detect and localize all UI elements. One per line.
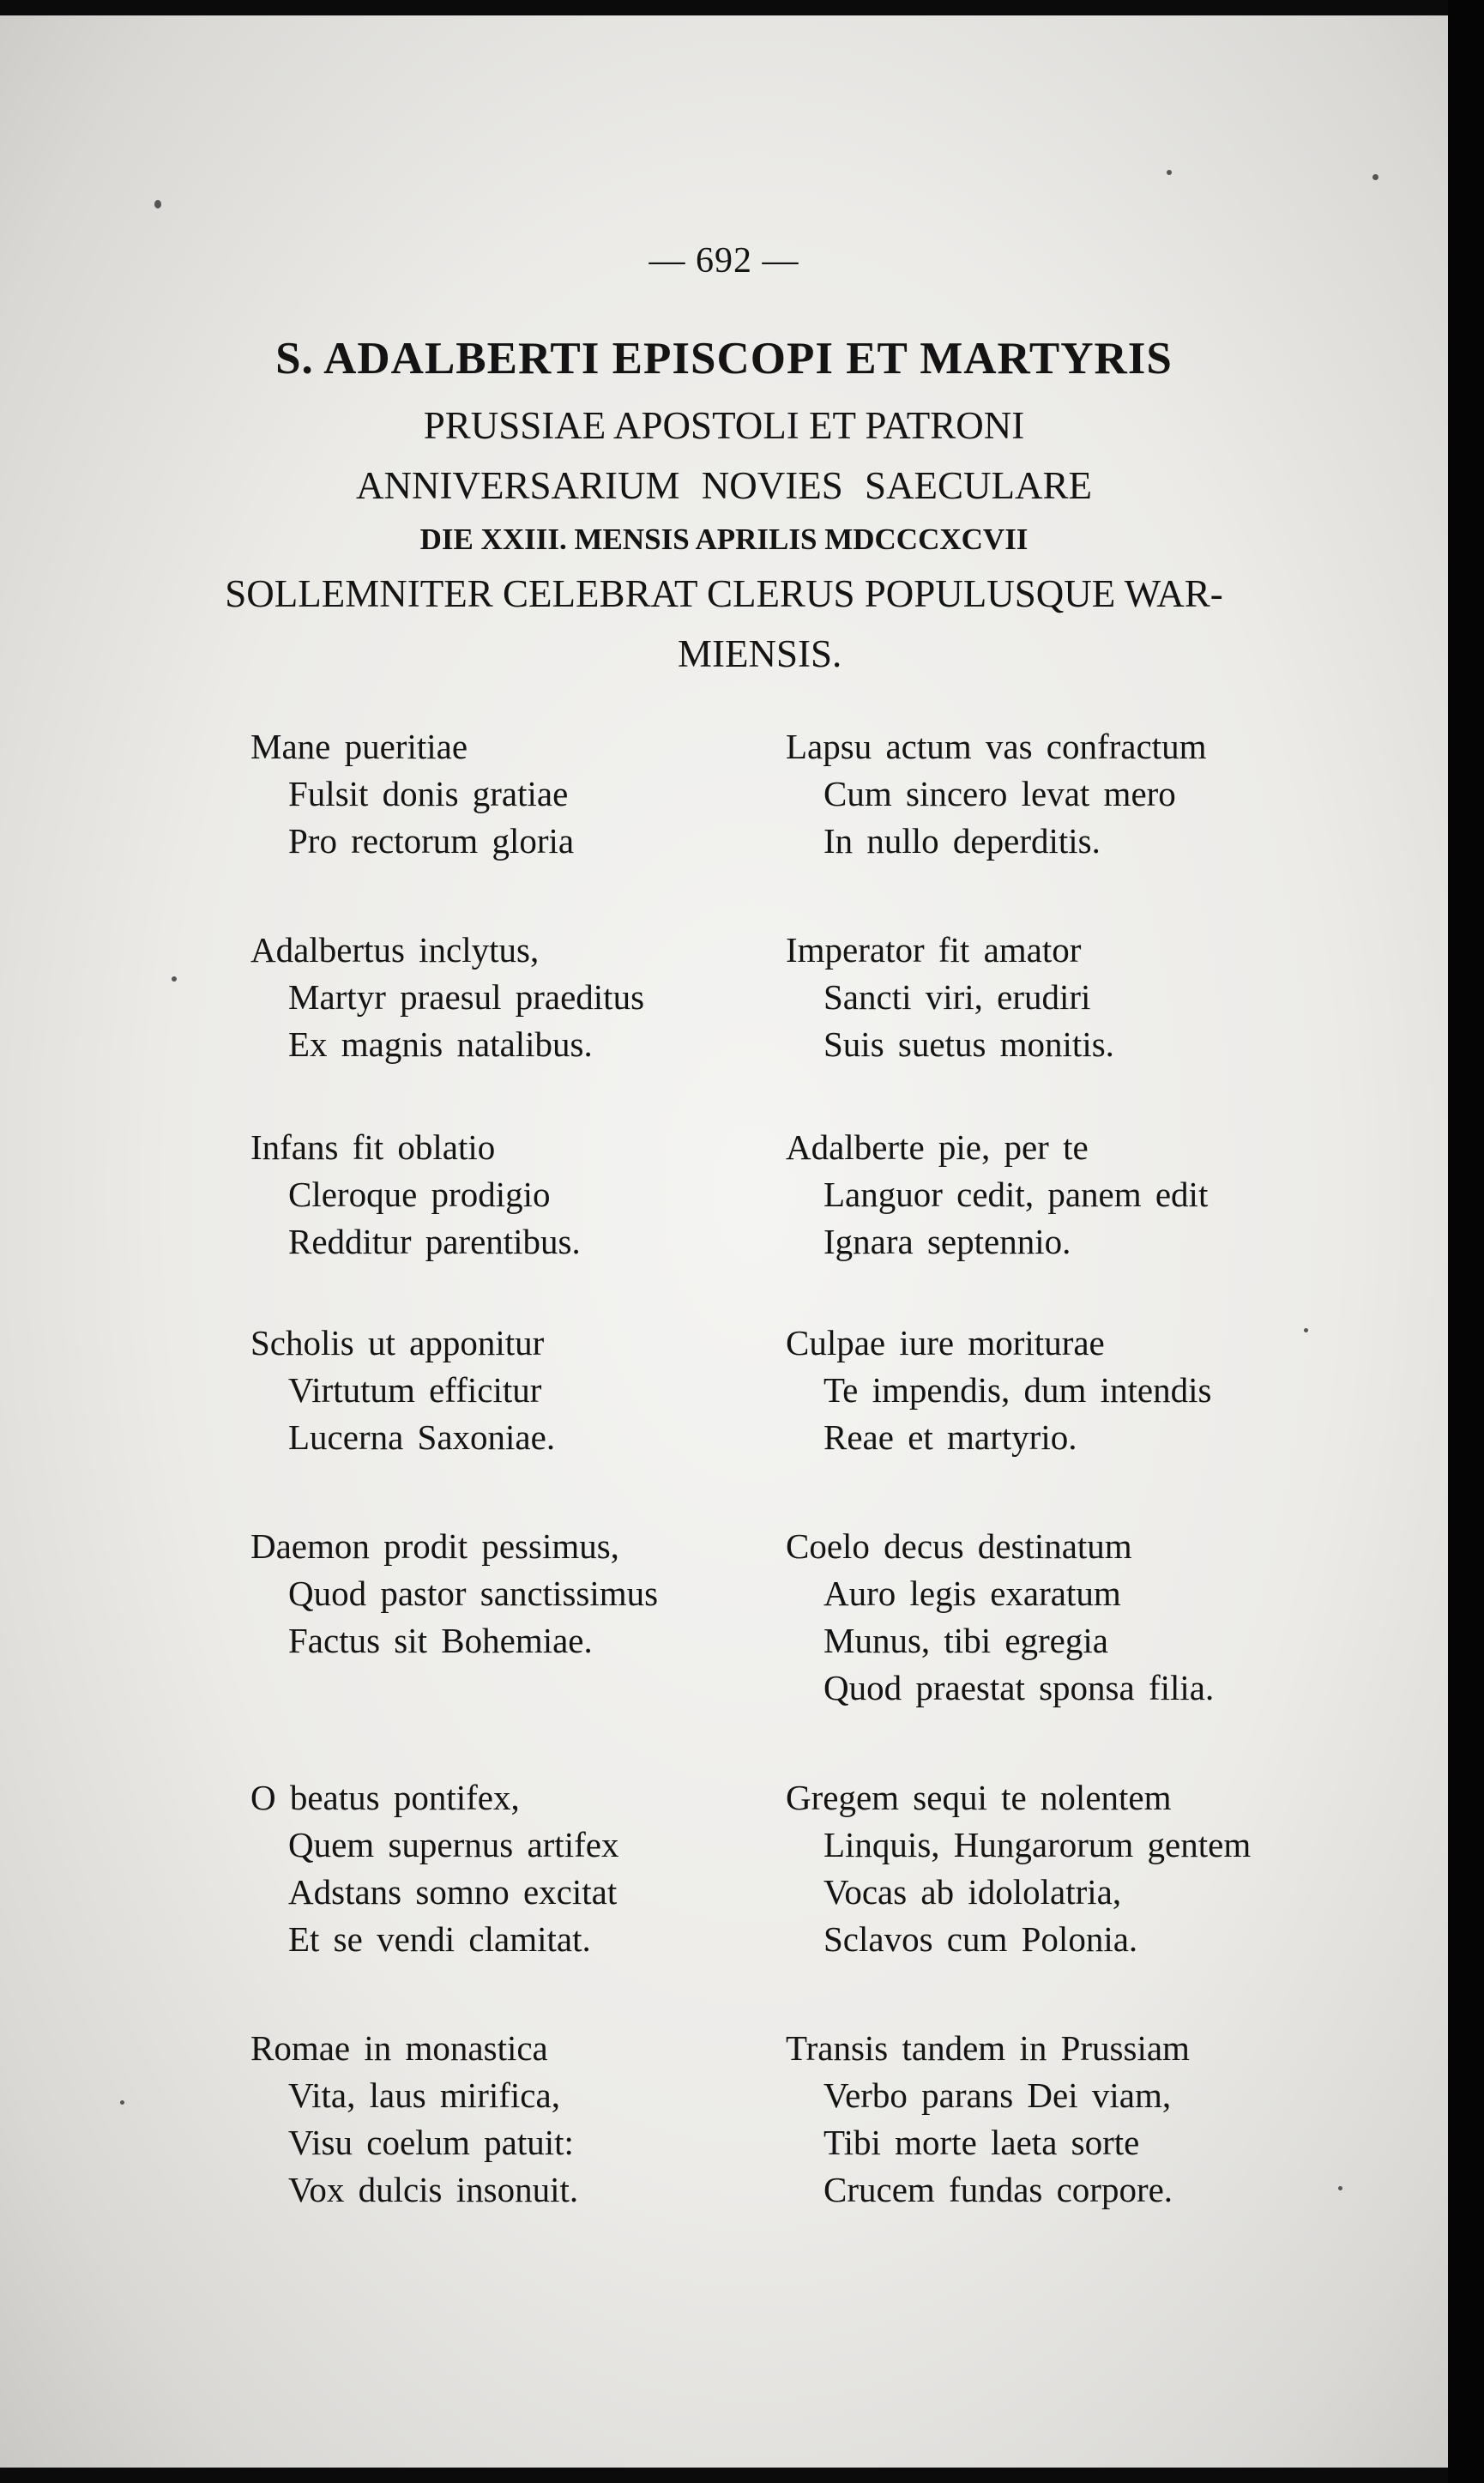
subtitle-line-2: ANNIVERSARIUM NOVIES SAECULARE: [355, 464, 1093, 507]
verse-line: Gregem sequi te nolentem: [786, 1778, 1172, 1817]
scan-speck: [1338, 2186, 1342, 2190]
right-stanza-3: [786, 1124, 1208, 1266]
subtitle-line-4: SOLLEMNITER CELEBRAT CLERUS POPULUSQUE WAR-: [225, 572, 1223, 615]
verse-line: Vocas ab idololatria,: [823, 1872, 1122, 1912]
scan-speck: [1372, 174, 1378, 180]
verse-line: Crucem fundas corpore.: [823, 2170, 1173, 2209]
verse-line: Quem supernus artifex: [288, 1825, 619, 1864]
verse-line: Infans fit oblatio: [250, 1127, 496, 1167]
verse-line: Te impendis, dum intendis: [823, 1370, 1212, 1410]
verse-line: Culpae iure moriturae: [786, 1323, 1105, 1362]
verse-line: Languor cedit, panem edit: [823, 1175, 1209, 1214]
scan-speck: [1167, 170, 1172, 175]
verse-line: Adalbertus inclytus,: [250, 930, 540, 970]
verse-line: Adstans somno excitat: [288, 1872, 618, 1912]
verse-line: Scholis ut apponitur: [250, 1323, 545, 1362]
verse-line: Linquis, Hungarorum gentem: [823, 1825, 1252, 1864]
verse-line: Imperator fit amator: [786, 930, 1082, 970]
verse-line: Suis suetus monitis.: [823, 1024, 1114, 1064]
verse-line: Ignara septennio.: [823, 1222, 1071, 1261]
verse-line: Auro legis exaratum: [823, 1574, 1121, 1613]
scan-speck: [1304, 1328, 1308, 1332]
verse-line: Munus, tibi egregia: [823, 1621, 1108, 1660]
verse-line: Lapsu actum vas confractum: [786, 727, 1207, 766]
subtitle-line-1: PRUSSIAE APOSTOLI ET PATRONI: [423, 404, 1025, 447]
page-number: — 692 —: [648, 241, 799, 281]
left-stanza-7: [250, 2025, 578, 2214]
verse-line: Fulsit donis gratiae: [288, 774, 569, 813]
scan-speck: [172, 976, 177, 982]
verse-line: Martyr praesul praeditus: [288, 977, 645, 1017]
verse-line: Adalberte pie, per te: [786, 1127, 1089, 1167]
verse-line: Coelo decus destinatum: [786, 1526, 1132, 1566]
verse-line: Sancti viri, erudiri: [823, 977, 1091, 1017]
verse-line: Pro rectorum gloria: [288, 821, 575, 861]
verse-line: Mane pueritiae: [250, 727, 468, 766]
right-stanza-1: [786, 723, 1206, 865]
left-stanza-6: [250, 1774, 618, 1963]
right-stanza-4: [786, 1320, 1211, 1461]
verse-line: Cum sincero levat mero: [823, 774, 1176, 813]
verse-line: Lucerna Saxoniae.: [288, 1417, 556, 1457]
right-stanza-2: [786, 927, 1114, 1068]
verse-line: Redditur parentibus.: [288, 1222, 581, 1261]
left-stanza-2: [250, 927, 644, 1068]
verse-line: Vox dulcis insonuit.: [288, 2170, 579, 2209]
verse-line: Transis tandem in Prussiam: [786, 2028, 1190, 2068]
verse-line: In nullo deperditis.: [823, 821, 1101, 861]
verse-line: O beatus pontifex,: [250, 1778, 520, 1817]
verse-line: Sclavos cum Polonia.: [823, 1919, 1138, 1959]
verse-line: Romae in monastica: [250, 2028, 548, 2068]
scanned-page: [0, 15, 1448, 2468]
verse-line: Cleroque prodigio: [288, 1175, 551, 1214]
scan-border: [1448, 0, 1484, 2483]
verse-line: Visu coelum patuit:: [288, 2123, 574, 2162]
page-title: S. ADALBERTI EPISCOPI ET MARTYRIS: [275, 334, 1173, 384]
verse-line: Daemon prodit pessimus,: [250, 1526, 619, 1566]
verse-line: Ex magnis natalibus.: [288, 1024, 593, 1064]
subtitle-date-line: DIE XXIII. MENSIS APRILIS MDCCCXCVII: [419, 523, 1029, 556]
verse-line: Reae et martyrio.: [823, 1417, 1077, 1457]
verse-line: Factus sit Bohemiae.: [288, 1621, 593, 1660]
left-stanza-4: [250, 1320, 555, 1461]
right-stanza-6: [786, 1774, 1251, 1963]
left-stanza-3: [250, 1124, 581, 1266]
right-stanza-7: [786, 2025, 1190, 2214]
left-stanza-5: [250, 1523, 658, 1664]
right-stanza-5: [786, 1523, 1214, 1712]
scan-speck: [154, 200, 161, 208]
subtitle-line-5: MIENSIS.: [678, 632, 842, 675]
verse-line: Et se vendi clamitat.: [288, 1919, 591, 1959]
verse-line: Vita, laus mirifica,: [288, 2075, 560, 2115]
left-stanza-1: [250, 723, 574, 865]
verse-line: Quod pastor sanctissimus: [288, 1574, 659, 1613]
verse-line: Quod praestat sponsa filia.: [823, 1668, 1215, 1707]
verse-line: Verbo parans Dei viam,: [823, 2075, 1172, 2115]
scan-speck: [120, 2100, 124, 2105]
verse-line: Tibi morte laeta sorte: [823, 2123, 1140, 2162]
verse-line: Virtutum efficitur: [288, 1370, 542, 1410]
